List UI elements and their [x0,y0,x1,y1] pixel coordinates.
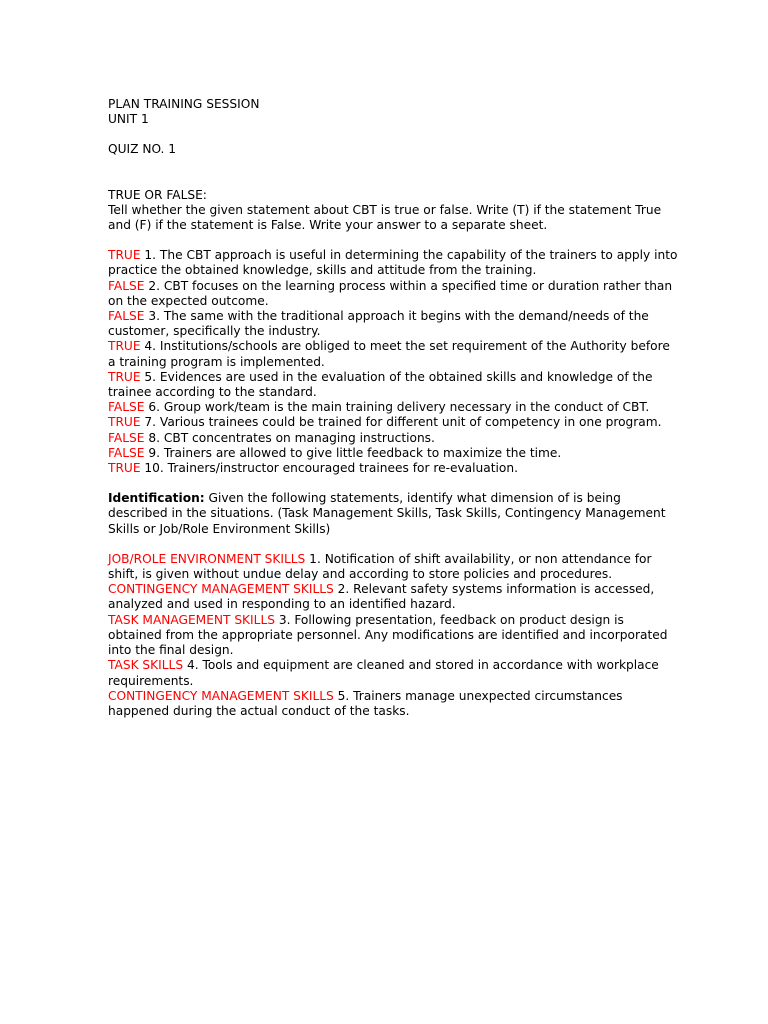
answer-label: TRUE [108,248,141,263]
true-false-item [108,370,678,400]
statement-text: 4. Institutions/schools are obliged to meet the set requirement of the Authority before a training program is implemented. [108,339,670,369]
identification-list [108,552,678,719]
answer-label: CONTINGENCY MANAGEMENT SKILLS [108,688,334,703]
answer-label: TRUE [108,339,141,354]
true-false-item [108,461,678,476]
answer-label: FALSE [108,278,145,293]
true-false-item [108,339,678,369]
true-false-list [108,248,678,476]
true-false-heading: TRUE OR FALSE: [108,187,207,202]
statement-text: 1. Notification of shift availability, or non attendance for shift, is given without undue delay and according to store policies and procedures. [108,551,652,582]
answer-label: JOB/ROLE ENVIRONMENT SKILLS [108,551,306,566]
document-page [108,97,678,719]
quiz-label: QUIZ NO. 1 [108,142,177,157]
answer-label: TRUE [108,415,141,430]
identification-instructions: Given the following statements, identify what dimension of is being described in the situations. (Task Management Skills, Task Skills, Contingency Management Skills or Job/Role Environment Skills) [108,491,666,536]
true-false-item [108,279,678,309]
unit-label: UNIT 1 [108,112,149,127]
spacer [108,476,678,491]
answer-label: FALSE [108,445,145,460]
answer-label: TRUE [108,461,141,476]
identification-item [108,658,678,688]
true-false-item [108,248,678,278]
document-title: PLAN TRAINING SESSION [108,97,260,111]
answer-label: CONTINGENCY MANAGEMENT SKILLS [108,582,334,597]
identification-instructions-block [108,491,678,537]
statement-text: 10. Trainers/instructor encouraged trainees for re-evaluation. [140,461,518,476]
statement-text: 5. Evidences are used in the evaluation of the obtained skills and knowledge of the trainee according to the standard. [108,369,653,400]
statement-text: 4. Tools and equipment are cleaned and stored in accordance with workplace requirements. [108,658,659,688]
answer-label: TASK SKILLS [108,658,184,673]
identification-item [108,582,678,612]
spacer [108,127,678,142]
spacer [108,537,678,552]
statement-text: 7. Various trainees could be trained for different unit of competency in one program. [140,415,662,430]
true-false-item [108,400,678,415]
statement-text: 5. Trainers manage unexpected circumstances happened during the actual conduct of the tasks. [108,688,623,718]
statement-text: 3. The same with the traditional approach it begins with the demand/needs of the customer, specifically the industry. [108,309,649,339]
statement-text: 1. The CBT approach is useful in determining the capability of the trainers to apply into practice the obtained knowledge, skills and attitude from the training. [108,248,678,278]
statement-text: 6. Group work/team is the main training delivery necessary in the conduct of CBT. [144,400,650,415]
answer-label: TASK MANAGEMENT SKILLS [108,612,275,627]
identification-item [108,552,678,582]
answer-label: FALSE [108,309,145,324]
spacer [108,158,678,188]
true-false-item [108,431,678,446]
statement-text: 2. Relevant safety systems information is accessed, analyzed and used in responding to an identified hazard. [108,582,655,612]
statement-text: 3. Following presentation, feedback on product design is obtained from the appropriate personnel. Any modifications are identified and incorporated into the final design. [108,612,668,658]
answer-label: FALSE [108,430,145,445]
true-false-instructions: Tell whether the given statement about CBT is true or false. Write (T) if the statement True and (F) if the statement is False. Write your answer to a separate sheet. [108,202,662,233]
statement-text: 8. CBT concentrates on managing instructions. [144,430,435,445]
identification-item [108,613,678,659]
answer-label: TRUE [108,369,141,384]
true-false-item [108,415,678,430]
identification-item [108,689,678,719]
answer-label: FALSE [108,400,145,415]
true-false-item [108,309,678,339]
statement-text: 9. Trainers are allowed to give little feedback to maximize the time. [144,445,562,460]
true-false-item [108,446,678,461]
spacer [108,233,678,248]
identification-heading: Identification: [108,491,205,506]
statement-text: 2. CBT focuses on the learning process within a specified time or duration rather than on the expected outcome. [108,278,673,308]
